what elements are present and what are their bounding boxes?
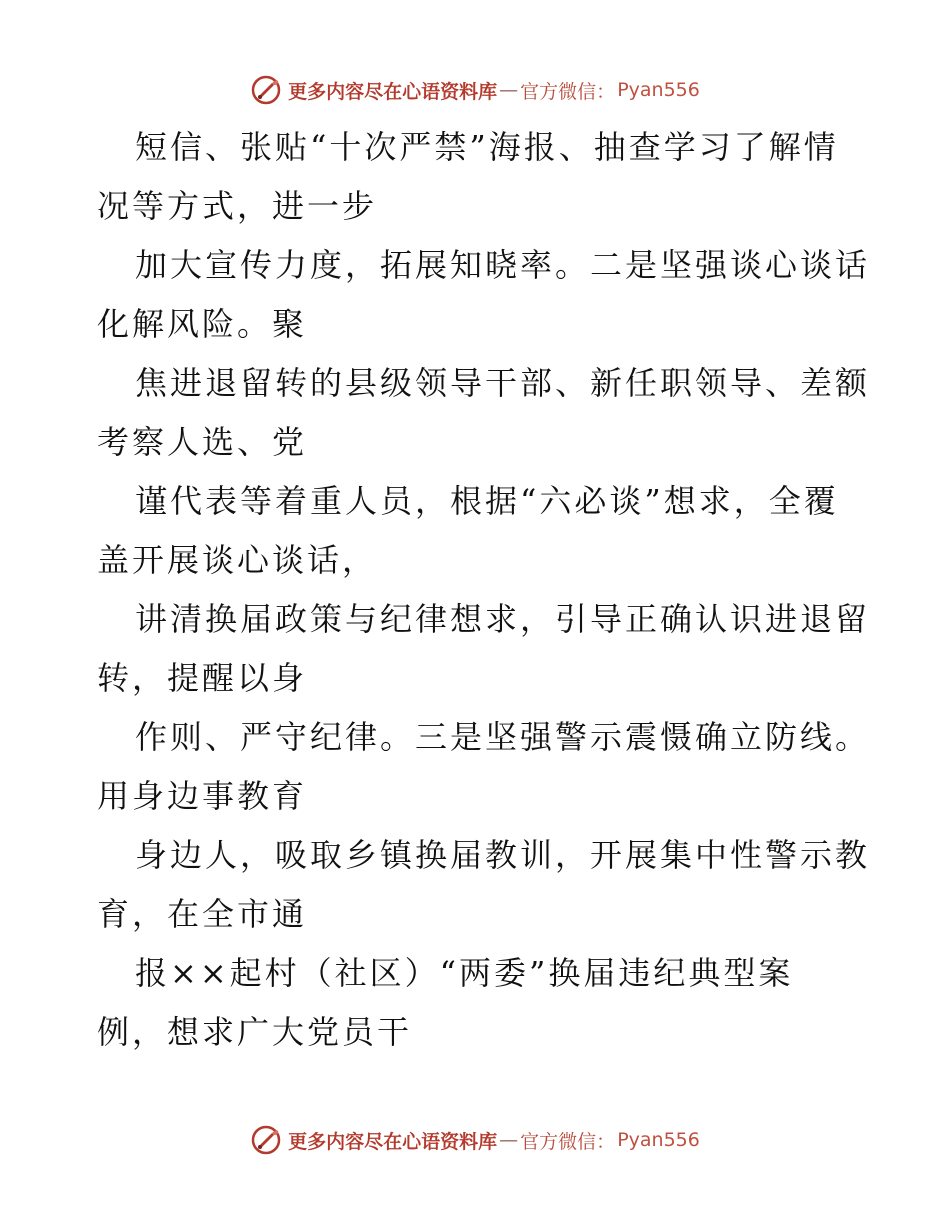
body-line: 作则、严守纪律。三是坚强警示震慑确立防线。 [135,718,871,756]
body-line: 考察人选、党 [97,423,308,461]
banner-brand-text: 更多内容尽在心语资料库 [288,80,498,103]
banner-brand-text: 更多内容尽在心语资料库 [288,1130,498,1153]
body-line: 加大宣传力度，拓展知晓率。二是坚强谈心谈话 [135,246,871,284]
body-line: 转，提醒以身 [97,659,308,697]
body-line: 化解风险。聚 [97,305,308,343]
banner-wechat-label: 官方微信： [520,1130,616,1153]
body-line: 谨代表等着重人员，根据“六必谈”想求，全覆 [135,482,839,520]
banner-wechat-id: Pyan556 [617,79,700,101]
body-line: 焦进退留转的县级领导干部、新任职领导、差额 [135,364,871,402]
feather-pen-seal-icon [250,1124,282,1156]
feather-pen-seal-icon [250,74,282,106]
footer-watermark-banner [0,1122,950,1158]
document-body [97,118,871,1062]
body-line: 报××起村（社区）“两委”换届违纪典型案 [135,954,794,992]
header-watermark-banner [0,72,950,108]
body-line: 例，想求广大党员干 [97,1013,413,1051]
banner-wechat-label: 官方微信： [520,80,616,103]
body-line: 短信、张贴“十次严禁”海报、抽查学习了解情 [135,128,839,166]
body-line: 身边人，吸取乡镇换届教训，开展集中性警示教 [135,836,871,874]
body-line: 育，在全市通 [97,895,308,933]
banner-wechat-id: Pyan556 [617,1129,700,1151]
body-line: 讲清换届政策与纪律想求，引导正确认识进退留 [135,600,871,638]
body-line: 况等方式，进一步 [97,187,378,225]
banner-dash: — [499,1129,519,1151]
body-line: 盖开展谈心谈话， [97,541,378,579]
banner-dash: — [499,79,519,101]
body-line: 用身边事教育 [97,777,308,815]
